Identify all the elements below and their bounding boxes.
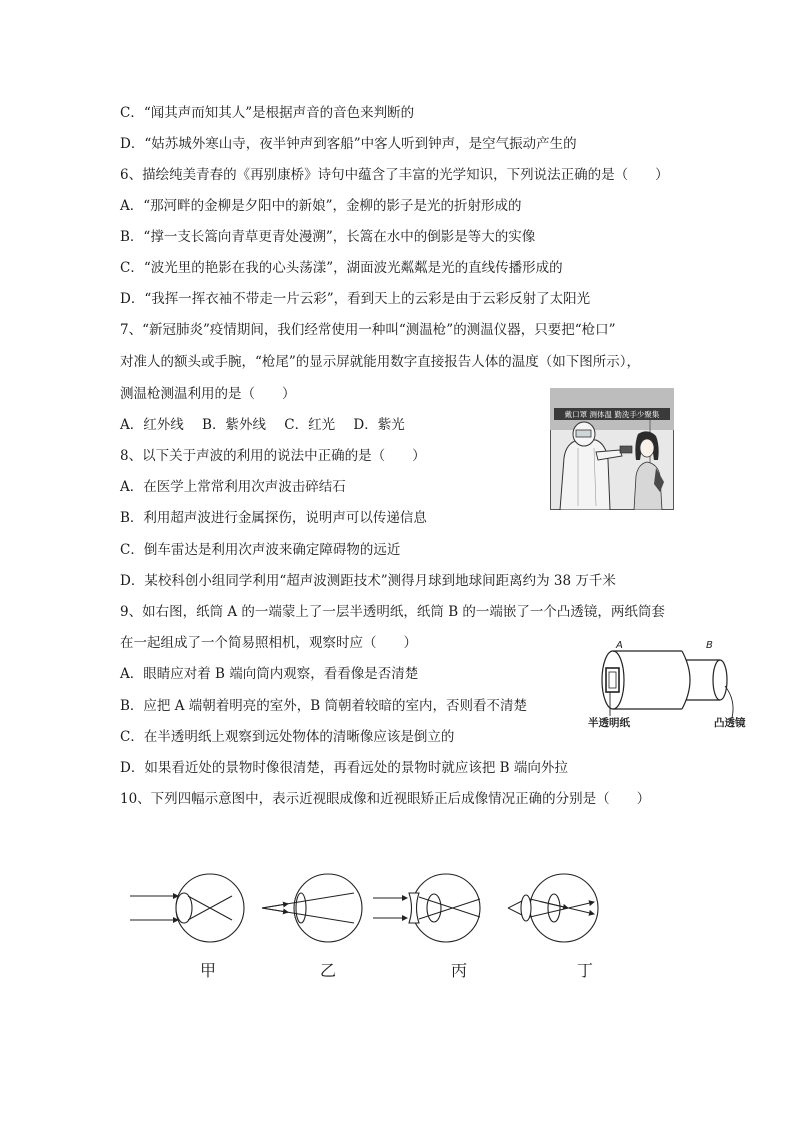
q5-option-c: C．“闻其声而知其人”是根据声音的音色来判断的: [120, 105, 415, 121]
q6-option-a: A．“那河畔的金柳是夕阳中的新娘”，金柳的影子是光的折射形成的: [120, 198, 522, 214]
q9-stem-line1: 9、如右图，纸筒 A 的一端蒙上了一层半透明纸，纸筒 B 的一端嵌了一个凸透镜，两纸筒套: [120, 604, 665, 620]
q7-options: [120, 416, 419, 434]
q6-option-c: C．“波光里的艳影在我的心头荡漾”，湖面波光粼粼是光的直线传播形成的: [120, 260, 563, 276]
temperature-check-illustration: [550, 388, 674, 510]
q8-option-d: D．某校科创小组同学利用“超声波测距技术”测得月球到地球间距离约为 38 万千米: [120, 573, 616, 589]
convex-correction-lens: [521, 895, 531, 921]
q9-option-b: B．应把 A 端朝着明亮的室外，B 筒朝着较暗的室内，否则看不清楚: [120, 698, 527, 714]
eye-diagram-jia: [130, 874, 244, 942]
q9-option-c: C．在半透明纸上观察到远处物体的清晰像应该是倒立的: [120, 729, 455, 745]
q5-option-d: D．“姑苏城外寒山寺，夜半钟声到客船”中客人听到钟声，是空气振动产生的: [120, 136, 577, 152]
q9-option-d: D．如果看近处的景物时像很清楚，再看远处的景物时就应该把 B 端向外拉: [120, 760, 568, 776]
q7-option-d: D．紫光: [353, 417, 405, 433]
label-paper: 半透明纸: [588, 717, 630, 729]
q6-option-d: D．“我挥一挥衣袖不带走一片云彩”，看到天上的云彩是由于云彩反射了太阳光: [120, 291, 591, 307]
q7-option-b: B．紫外线: [202, 417, 266, 433]
convex-lens: [713, 660, 727, 700]
label-a: A: [616, 640, 623, 651]
concave-lens: [409, 893, 419, 923]
eye-label-bing: 丙: [451, 961, 468, 980]
q6-option-b: B．“撑一支长篙向青草更青处漫溯”，长篙在水中的倒影是等大的实像: [120, 229, 536, 245]
q7-option-c: C．红光: [284, 417, 336, 433]
q10-stem: 10、下列四幅示意图中，表示近视眼成像和近视眼矫正后成像情况正确的分别是（ ）: [120, 791, 651, 807]
q6-stem: 6、描绘纯美青春的《再别康桥》诗句中蕴含了丰富的光学知识，下列说法正确的是（ ）: [120, 167, 669, 183]
thermometer-gun: [620, 446, 632, 453]
q9-stem-line2: 在一起组成了一个简易照相机，观察时应（ ）: [120, 635, 417, 651]
banner-text: 戴口罩 测体温 勤洗手少聚集: [564, 410, 660, 419]
label-b: B: [706, 640, 713, 651]
label-lens: 凸透镜: [714, 717, 746, 729]
q8-option-a: A．在医学上常常利用次声波击碎结石: [120, 479, 346, 495]
eye-diagrams: [128, 870, 628, 948]
q7-option-a: A．红外线: [120, 417, 184, 433]
camera-tube-diagram: [586, 636, 766, 736]
eye-label-jia: 甲: [200, 961, 217, 980]
eye-label-yi: 乙: [320, 961, 337, 980]
q7-stem-line2: 对准人的额头或手腕，“枪尾”的显示屏就能用数字直接报告人体的温度（如下图所示），: [120, 354, 641, 370]
eye-diagram-bing: [373, 874, 480, 942]
q8-option-b: B．利用超声波进行金属探伤，说明声可以传递信息: [120, 510, 427, 526]
q7-stem-line3: 测温枪测温利用的是（ ）: [120, 386, 296, 402]
eye-diagram-yi: [262, 874, 362, 942]
q8-option-c: C．倒车雷达是利用次声波来确定障碍物的远近: [120, 542, 401, 558]
q8-stem: 8、以下关于声波的利用的说法中正确的是（ ）: [120, 448, 426, 464]
q7-stem-line1: 7、“新冠肺炎”疫情期间，我们经常使用一种叫“测温枪”的测温仪器，只要把“枪口”: [120, 322, 616, 338]
eye-diagram-ding: [508, 874, 598, 942]
q9-option-a: A．眼睛应对着 B 端向筒内观察，看看像是否清楚: [120, 666, 419, 682]
eye-label-ding: 丁: [577, 961, 594, 980]
